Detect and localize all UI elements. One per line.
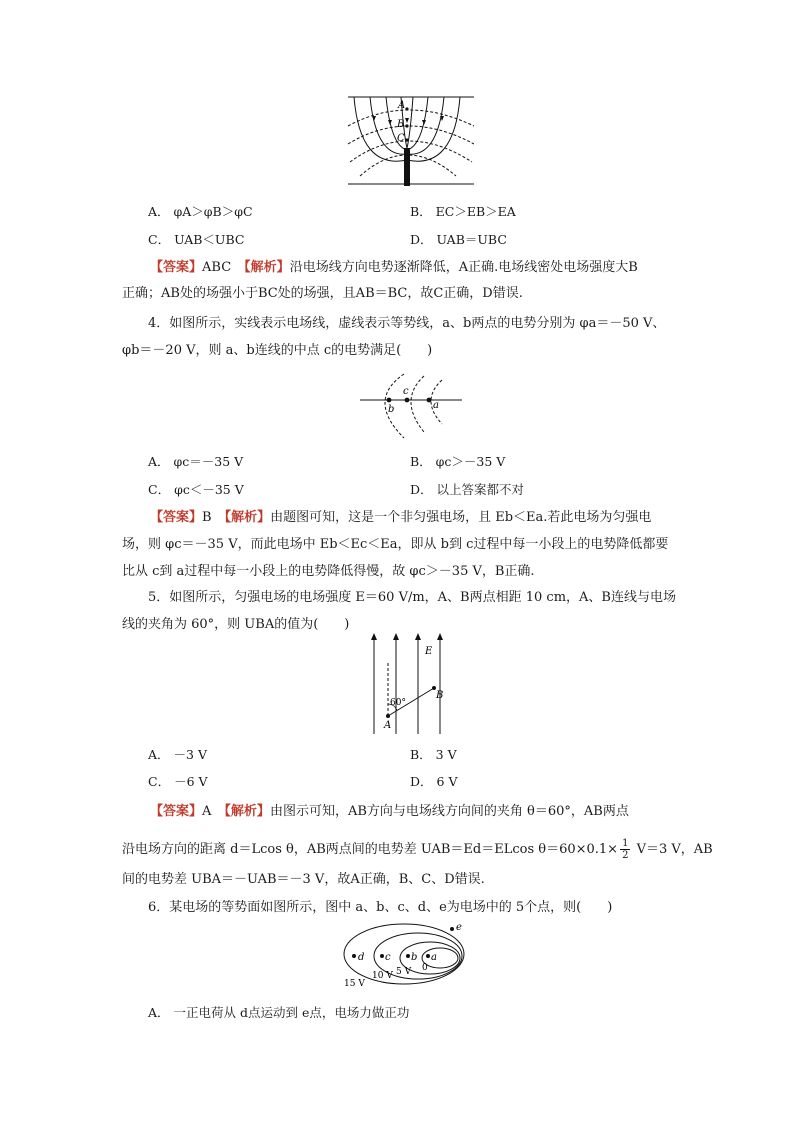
q6-label-d: d xyxy=(358,952,365,963)
q4-point-c xyxy=(405,398,410,403)
q3-label-B: B xyxy=(397,119,405,130)
q4-answer-line-2: 场，则 φc＝－35 V，而此电场中 Eb＜Ec＜Ea，即从 b到 c过程中每一小段上的电势降低都要 xyxy=(122,537,669,552)
q6-label-5v: 5 V xyxy=(396,967,412,977)
q4-stem-line-2: φb＝－20 V，则 a、b连线的中点 c的电势满足( ) xyxy=(122,343,433,358)
q6-label-0: 0 xyxy=(422,963,428,973)
q6-equipotential-figure xyxy=(338,918,474,990)
q5-answer-line-1: 【答案】A 【解析】由图示可知，AB方向与电场线方向间的夹角 θ＝60°，AB两点 xyxy=(150,804,629,819)
q3-option-d: D． UAB＝UBC xyxy=(410,232,507,247)
q6-stem-line-1: 6．某电场的等势面如图所示，图中 a、b、c、d、e为电场中的 5个点，则( ) xyxy=(148,900,613,915)
q5-option-c: C． －6 V xyxy=(148,774,208,789)
q4-label-b: b xyxy=(388,404,395,415)
q3-answer-line-2: 正确；AB处的场强小于BC处的场强，且AB＝BC，故C正确，D错误. xyxy=(122,286,523,301)
q5-arrow xyxy=(415,633,421,640)
q5-field-figure xyxy=(366,632,456,736)
q4-option-b: B． φc＞－35 V xyxy=(410,454,506,469)
q3-option-a: A． φA＞φB＞φC xyxy=(148,204,253,219)
q5-arrow xyxy=(393,633,399,640)
q5-label-A: A xyxy=(384,720,392,731)
q3-label-A: A xyxy=(398,100,406,111)
q4-option-a: A． φc＝－35 V xyxy=(148,454,244,469)
q4-answer-line-3: 比从 c到 a过程中每一小段上的电势降低得慢，故 φc＞－35 V，B正确. xyxy=(122,564,535,579)
q3-arrow xyxy=(372,116,376,121)
q3-arrow xyxy=(388,120,392,125)
q6-option-a: A． 一正电荷从 d点运动到 e点，电场力做正功 xyxy=(148,1005,410,1020)
q3-field-figure xyxy=(346,96,476,188)
q4-option-d: D． 以上答案都不对 xyxy=(410,482,525,497)
q3-answer-line-1: 【答案】ABC 【解析】沿电场线方向电势逐渐降低，A正确.电场线密处电场强度大B xyxy=(150,260,638,275)
q5-label-E: E xyxy=(425,646,433,657)
q4-label-a: a xyxy=(433,400,439,411)
q6-point-c xyxy=(380,954,384,958)
q3-point-A xyxy=(405,107,408,110)
q4-stem-line-1: 4．如图所示，实线表示电场线，虚线表示等势线，a、b两点的电势分别为 φa＝－50 V、 xyxy=(148,316,666,331)
q5-option-a: A． －3 V xyxy=(148,747,207,762)
q3-option-c: C． UAB＜UBC xyxy=(148,232,245,247)
q5-option-b: B． 3 V xyxy=(410,747,457,762)
q5-fraction: $\frac{1}{2}$ xyxy=(622,838,629,861)
q5-point-A xyxy=(386,714,390,718)
q3-arrow xyxy=(405,118,409,123)
q6-label-15v: 15 V xyxy=(344,979,365,989)
q5-stem-line-2: 线的夹角为 60°，则 UBA的值为( ) xyxy=(122,617,350,632)
q3-arrow xyxy=(422,120,426,125)
q3-label-C: C xyxy=(397,133,405,144)
q4-equipotential-mid xyxy=(411,376,424,432)
q4-point-b xyxy=(387,398,392,403)
q4-point-a xyxy=(427,398,432,403)
q6-point-e xyxy=(450,927,454,931)
q6-label-c: c xyxy=(385,952,391,963)
q4-option-c: C． φc＜－35 V xyxy=(148,482,244,497)
q6-point-d xyxy=(352,954,356,958)
q3-point-B xyxy=(405,124,408,127)
q4-label-c: c xyxy=(403,386,409,397)
q6-label-10v: 10 V xyxy=(372,971,393,981)
q5-label-B: B xyxy=(436,690,444,701)
q5-option-d: D． 6 V xyxy=(410,774,458,789)
q6-label-b: b xyxy=(411,952,418,963)
q6-label-a: a xyxy=(431,952,437,963)
q4-field-figure xyxy=(358,372,464,442)
q5-arrow xyxy=(371,633,377,640)
q5-answer-line-2: 沿电场方向的距离 d＝Lcos θ，AB两点间的电势差 UAB＝Ed＝ELcos θ＝60×0.1× $\frac{1}{2}$ V＝3 V，AB xyxy=(122,838,713,861)
q6-label-e: e xyxy=(456,922,462,933)
q6-point-b xyxy=(406,954,410,958)
q5-stem-line-1: 5．如图所示，匀强电场的电场强度 E＝60 V/m，A、B两点相距 10 cm，A、B连线与电场 xyxy=(148,590,676,605)
q5-angle-label: 60° xyxy=(390,698,406,708)
q3-option-b: B． EC＞EB＞EA xyxy=(410,204,516,219)
q4-answer-line-1: 【答案】B 【解析】由题图可知，这是一个非匀强电场，且 Eb＜Ea.若此电场为匀强电 xyxy=(150,510,652,525)
q5-answer-line-3: 间的电势差 UBA＝－UAB＝－3 V，故A正确，B、C、D错误. xyxy=(122,872,485,887)
q3-point-C xyxy=(405,138,408,141)
q5-arrow xyxy=(437,633,443,640)
q6-point-a xyxy=(426,954,430,958)
q3-equipotential xyxy=(350,141,472,162)
